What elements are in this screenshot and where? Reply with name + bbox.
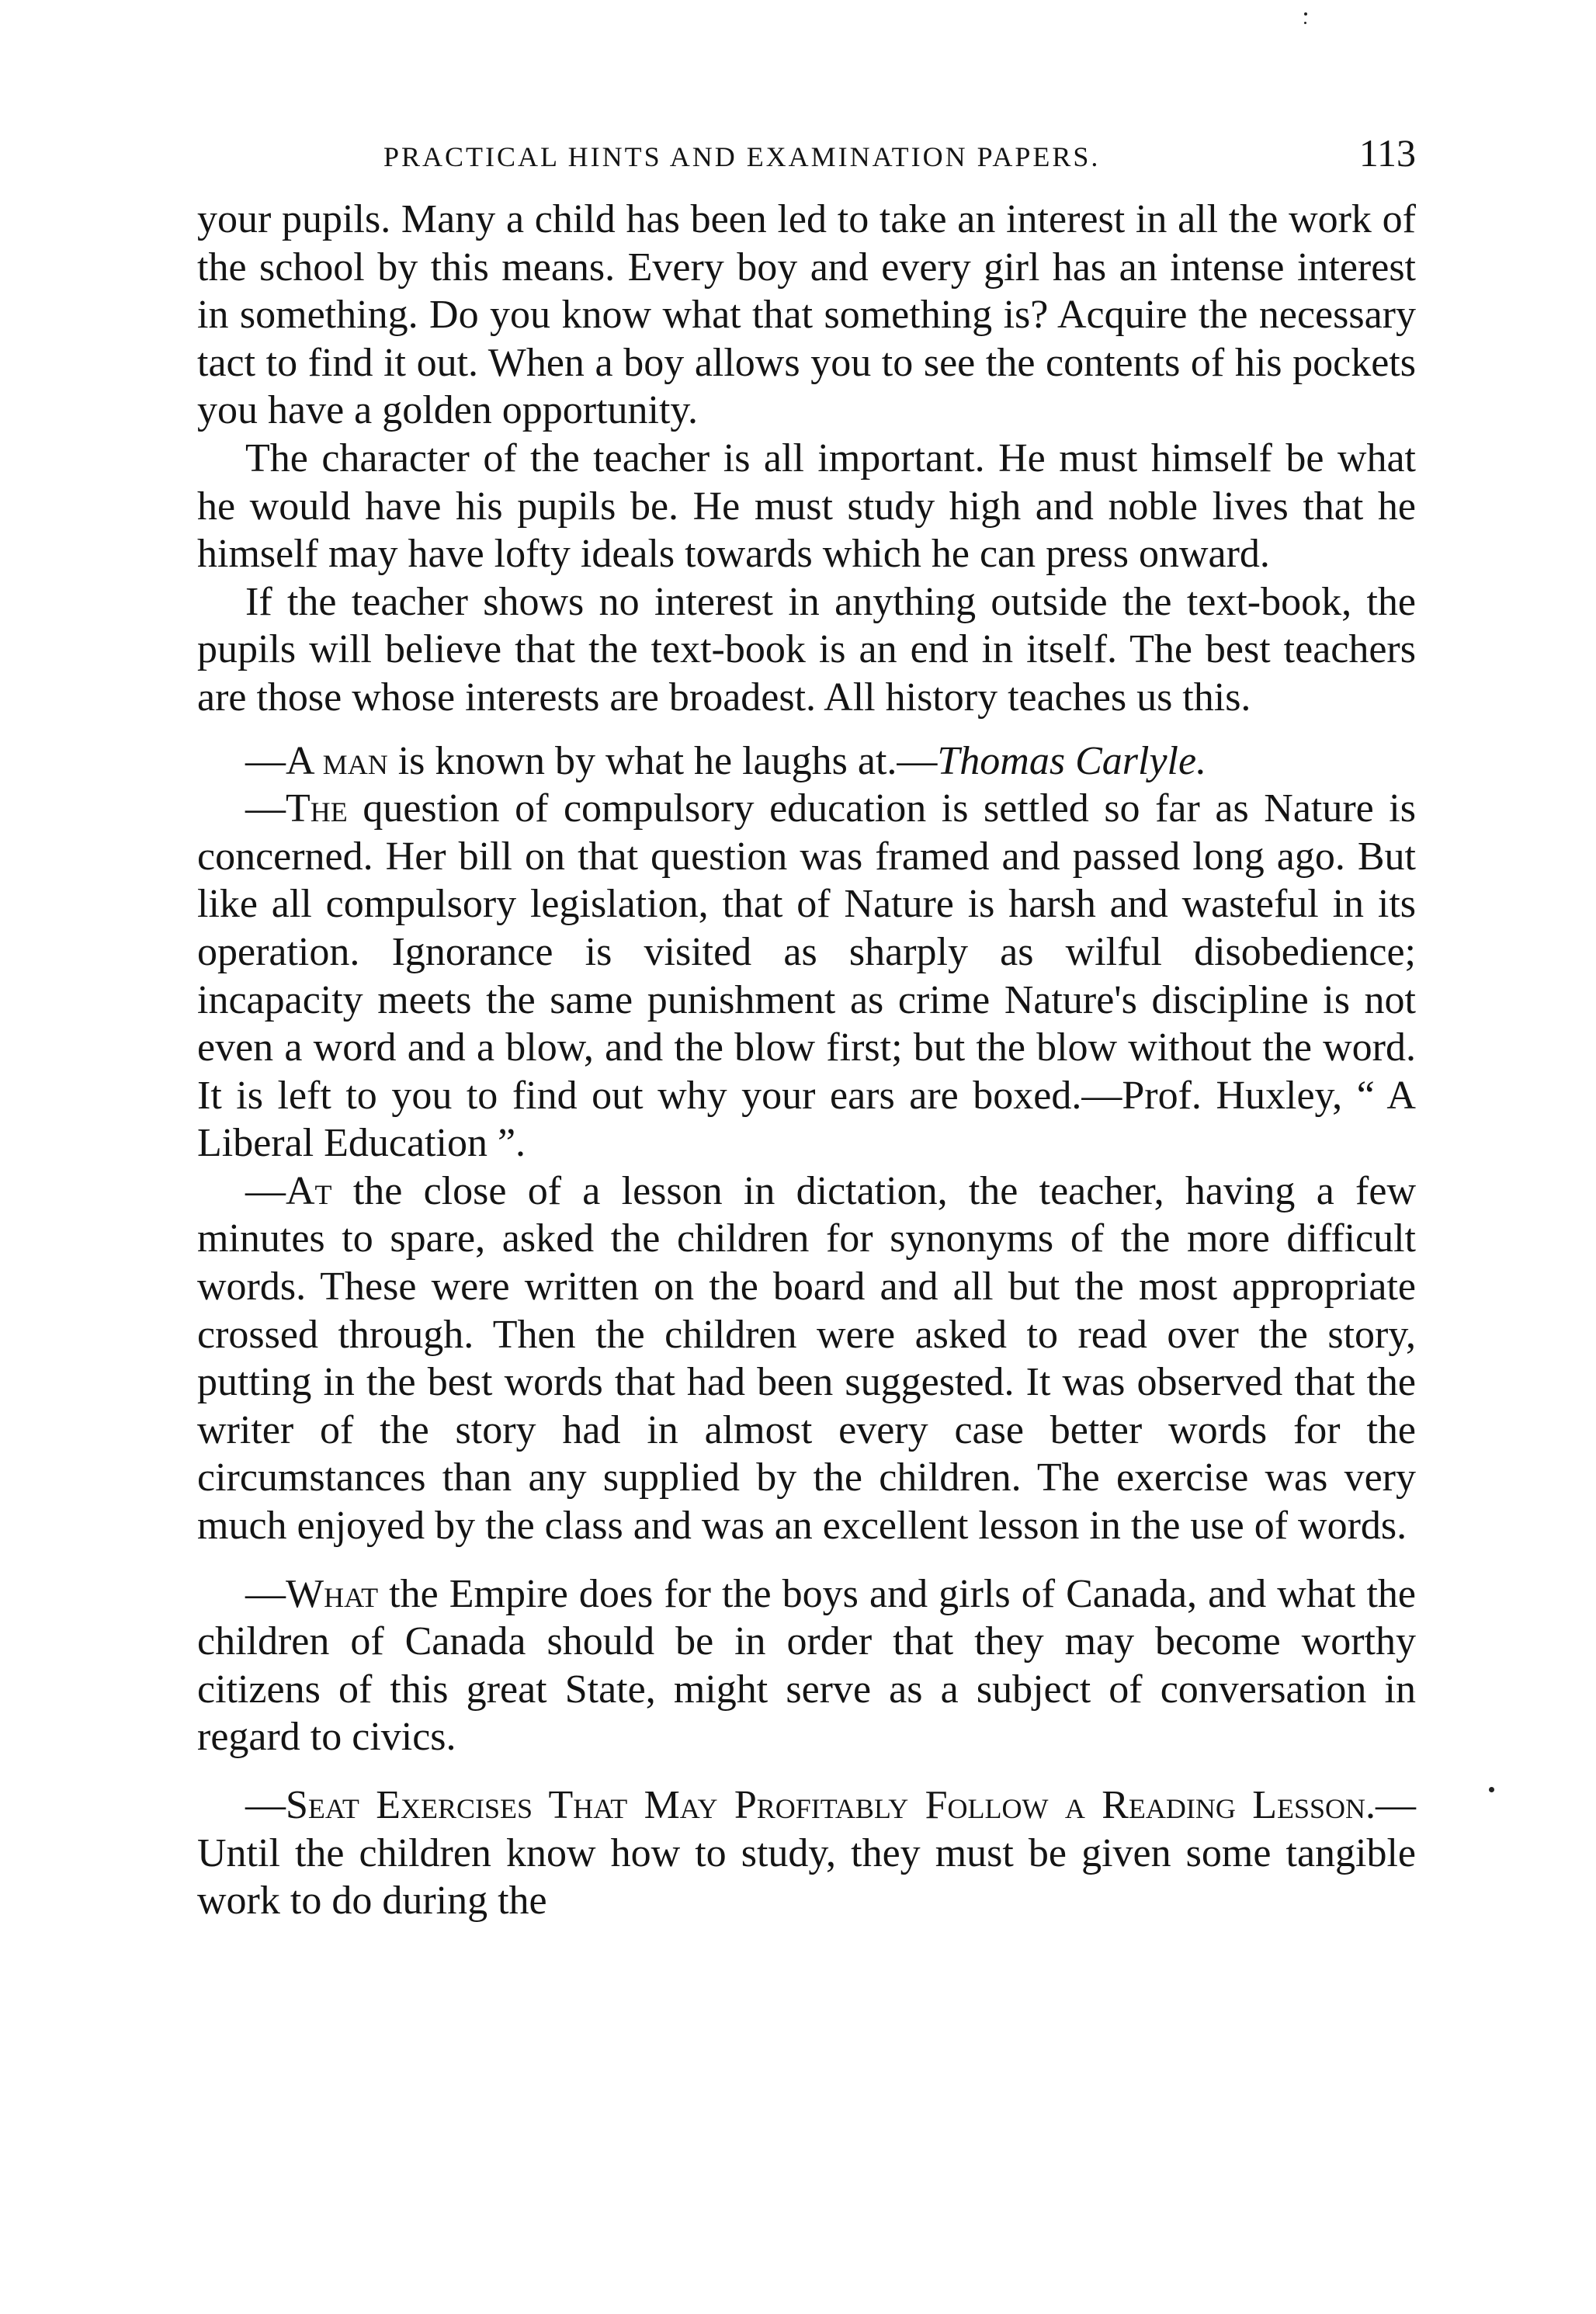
paragraph-teacher-interest: If the teacher shows no interest in anything outside the text-book, the pupils will believe that the text-book is an end in itself. The best teachers are those whose interests are broadest. All history teaches us this. bbox=[197, 579, 1416, 720]
paragraph-lead: —A man bbox=[245, 738, 388, 783]
ink-speck-top bbox=[1304, 12, 1307, 16]
paragraph-huxley-quote bbox=[197, 785, 1416, 1167]
page-number: 113 bbox=[1358, 131, 1416, 175]
quote-author: Thomas Carlyle. bbox=[937, 738, 1207, 783]
page-header bbox=[197, 130, 1416, 196]
paragraph-empire-civics bbox=[197, 1570, 1416, 1761]
paragraph-lead: —What bbox=[245, 1571, 379, 1616]
paragraph-lead: —The bbox=[245, 786, 348, 831]
paragraph-lead: —At bbox=[245, 1168, 332, 1213]
paragraph-body: the close of a lesson in dictation, the teacher, having a few minutes to spare, asked the children for synonyms of the more difficult words. These were written on the board and all but the most appropriate crossed through. Then the children were asked to read over the story, putting in the best words that had been suggested. It was observed that the writer of the story had in almost every case better words for the circumstances than any supplied by the children. The exercise was very much enjoyed by the class and was an excellent lesson in the use of words. bbox=[197, 1168, 1416, 1549]
paragraph-body: is known by what he laughs at.— bbox=[387, 738, 938, 783]
paragraph-dictation-lesson bbox=[197, 1167, 1416, 1550]
ink-speck-margin bbox=[1489, 1787, 1494, 1792]
paragraph-body: —Until the children know how to study, they must be given some tangible work to do during the bbox=[197, 1783, 1416, 1924]
paragraph-body: the Empire does for the boys and girls of Canada, and what the children of Canada should be in order that they may become worthy citizens of this great State, might serve as a subject of conversation in regard to civics. bbox=[197, 1571, 1416, 1760]
paragraph-teacher-character: The character of the teacher is all important. He must himself be what he would have his pupils be. He must study high and noble lives that he himself may have lofty ideals towards which he can press onward. bbox=[197, 435, 1416, 577]
paragraph-continued: your pupils. Many a child has been led to take an interest in all the work of the school by this means. Every boy and every girl has an intense interest in something. Do you know what that something is? Acquire the necessary tact to find it out. When a boy allows you to see the contents of his pockets you have a golden opportunity. bbox=[197, 197, 1416, 433]
book-page bbox=[197, 130, 1416, 1925]
running-head: PRACTICAL HINTS AND EXAMINATION PAPERS. bbox=[383, 141, 1101, 172]
paragraph-carlyle-quote bbox=[197, 737, 1416, 786]
ink-speck-top-2 bbox=[1304, 22, 1306, 24]
paragraph-lead: —Seat Exercises That May Profitably Follow a Reading Lesson. bbox=[245, 1783, 1376, 1827]
paragraph-seat-exercises bbox=[197, 1781, 1416, 1925]
paragraph-body: question of compulsory education is settled so far as Nature is concerned. Her bill on that question was framed and passed long ago. But like all compulsory legislation, that of Nature is harsh and wasteful in its operation. Ignorance is visited as sharply as wilful disobedience; incapacity meets the same punishment as crime Nature's discipline is not even a word and a blow, and the blow first; but the blow without the word. It is left to you to find out why your ears are boxed.—Prof. Huxley, “ A Liberal Education ”. bbox=[197, 786, 1416, 1166]
